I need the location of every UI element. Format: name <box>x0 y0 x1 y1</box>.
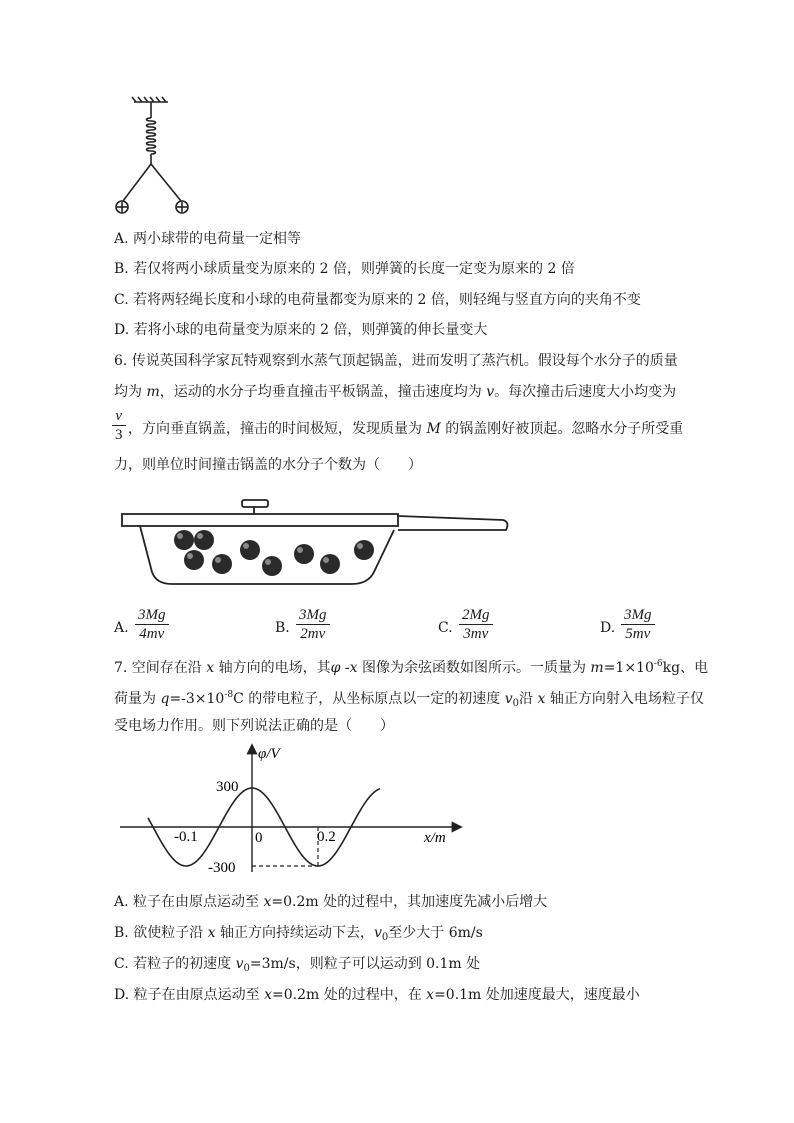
x-neg-label: -0.1 <box>174 829 198 845</box>
spring-balls-figure <box>108 96 198 220</box>
q7-option-a: A. 粒子在由原点运动至 x=0.2m 处的过程中，其加速度先减小后增大 <box>114 894 548 910</box>
q6-option-d-fraction: $\frac{3Mg}{5mv}$ <box>621 606 655 643</box>
q6-option-b-label: B. <box>275 620 290 636</box>
x-pos-label: 0.2 <box>317 829 336 845</box>
q6-option-c-label: C. <box>438 620 453 636</box>
q6-option-b-fraction: $\frac{3Mg}{2mv}$ <box>296 606 330 643</box>
q6-option-c-fraction: $\frac{2Mg}{3mv}$ <box>459 606 493 643</box>
y-axis-label: φ/V <box>258 746 280 762</box>
x-axis-label: x/m <box>424 830 446 846</box>
q6-stem-line2: 均为 m，运动的水分子均垂直撞击平板锅盖，撞击速度均为 v。每次撞击后速度大小均变为 <box>114 384 677 400</box>
q7-stem-line1: 7. 空间存在沿 x 轴方向的电场，其φ -x 图像为余弦函数如图所示。一质量为 $m=1\times 10^{-6}kg$、电 <box>114 659 709 676</box>
q6-stem-line4: 力，则单位时间撞击锅盖的水分子个数为（ ） <box>114 457 422 473</box>
q6-fraction-v-over-3: $\frac{v}{3}$ <box>112 407 126 444</box>
q7-option-d: D. 粒子在由原点运动至 x=0.2m 处的过程中，在 x=0.1m 处加速度最大，速度最小 <box>114 987 640 1003</box>
y-min-label: -300 <box>208 860 236 876</box>
q7-option-c: C. 若粒子的初速度 $v_0=3m/s$，则粒子可以运动到 0.1m 处 <box>114 956 481 974</box>
q7-stem-line2: 荷量为 $q=-3\times 10^{-8}C$ 的带电粒子，从坐标原点以一定的初速度 $v_0$沿 x 轴正方向射入电场粒子仅 <box>114 690 704 709</box>
x-zero-label: 0 <box>255 830 263 846</box>
q6-option-a-label: A. <box>114 620 129 636</box>
q7-stem-line3: 受电场力作用。则下列说法正确的是（ ） <box>114 718 394 734</box>
q5-option-d: D. 若将小球的电荷量变为原来的 2 倍，则弹簧的伸长量变大 <box>114 322 488 338</box>
pan-figure <box>118 494 512 590</box>
q5-option-a: A. 两小球带的电荷量一定相等 <box>114 231 302 247</box>
q7-option-b: B. 欲使粒子沿 x 轴正方向持续运动下去，$v_0$至少大于 6m/s <box>114 925 483 943</box>
q6-stem-line1: 6. 传说英国科学家瓦特观察到水蒸气顶起锅盖，进而发明了蒸汽机。假设每个水分子的质量 <box>114 353 678 369</box>
y-max-label: 300 <box>216 779 239 795</box>
q5-option-b: B. 若仅将两小球质量变为原来的 2 倍，则弹簧的长度一定变为原来的 2 倍 <box>114 261 575 277</box>
potential-graph <box>118 742 464 876</box>
q6-option-d-label: D. <box>600 620 616 636</box>
q5-option-c: C. 若将两轻绳长度和小球的电荷量都变为原来的 2 倍，则轻绳与竖直方向的夹角不变 <box>114 292 641 308</box>
q6-option-a-fraction: $\frac{3Mg}{4mv}$ <box>135 606 169 643</box>
q6-stem-line3: ，方向垂直锅盖，撞击的时间极短，发现质量为 M 的锅盖刚好被顶起。忽略水分子所受重 <box>128 421 684 437</box>
